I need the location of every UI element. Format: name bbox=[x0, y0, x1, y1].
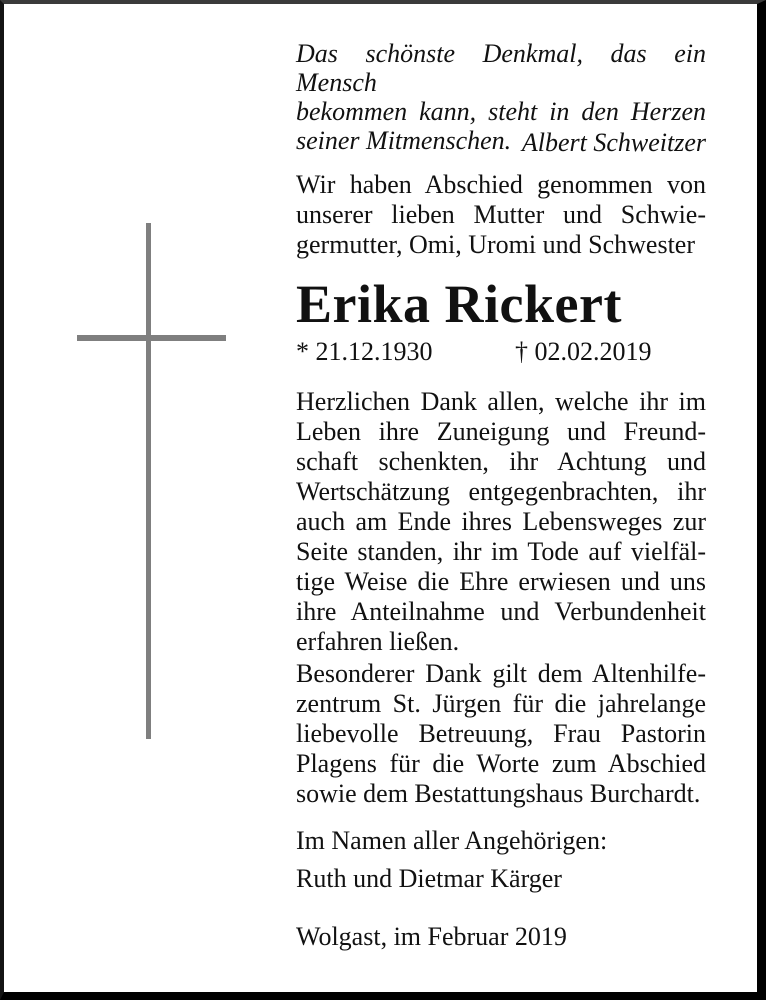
birth-date: * 21.12.1930 bbox=[296, 337, 433, 366]
farewell-intro bbox=[296, 170, 706, 260]
intro-line: Wir haben Abschied genommen von bbox=[296, 170, 706, 199]
text-column bbox=[296, 4, 706, 992]
special-thanks-line: Besonderer Dank gilt dem Altenhilfe- bbox=[296, 659, 706, 688]
thanks-line: Wertschätzung entgegenbrachten, ihr bbox=[296, 477, 706, 506]
family-names: Ruth und Dietmar Kärger bbox=[296, 864, 562, 893]
death-date: † 02.02.2019 bbox=[515, 337, 652, 366]
quote-attribution: Albert Schweitzer bbox=[521, 128, 706, 157]
quote-line: seiner Mitmenschen. bbox=[296, 126, 512, 155]
quote-line: Das schönste Denkmal, das ein Mensch bbox=[296, 39, 706, 97]
intro-line: germutter, Omi, Uromi und Schwester bbox=[296, 230, 695, 259]
deceased-name: Erika Rickert bbox=[296, 274, 622, 334]
cross-horizontal-bar bbox=[77, 335, 226, 341]
thanks-line: ihre Anteilnahme und Verbundenheit bbox=[296, 597, 706, 626]
thanks-line: Seite standen, ihr im Tode auf vielfäl- bbox=[296, 537, 706, 566]
quote-line: bekommen kann, steht in den Herzen bbox=[296, 97, 706, 126]
special-thanks-line: sowie dem Bestattungshaus Burchardt. bbox=[296, 779, 701, 808]
thanks-line: tige Weise die Ehre erwiesen und uns bbox=[296, 567, 706, 596]
life-dates bbox=[296, 337, 706, 367]
thanks-line: erfahren ließen. bbox=[296, 627, 460, 656]
place-and-date: Wolgast, im Februar 2019 bbox=[296, 922, 567, 951]
closing-line: Im Namen aller Angehörigen: bbox=[296, 826, 608, 855]
thanks-paragraph bbox=[296, 387, 706, 657]
special-thanks-line: zentrum St. Jürgen für die jahrelange bbox=[296, 689, 706, 718]
intro-line: unserer lieben Mutter und Schwie- bbox=[296, 200, 706, 229]
special-thanks-line: Plagens für die Worte zum Abschied bbox=[296, 749, 706, 778]
thanks-line: schaft schenkten, ihr Achtung und bbox=[296, 447, 706, 476]
thanks-line: Leben ihre Zuneigung und Freund- bbox=[296, 417, 706, 446]
thanks-line: auch am Ende ihres Lebensweges zur bbox=[296, 507, 706, 536]
special-thanks-line: liebevolle Betreuung, Frau Pastorin bbox=[296, 719, 706, 748]
cross-vertical-bar bbox=[146, 223, 151, 739]
special-thanks-paragraph bbox=[296, 659, 706, 809]
thanks-line: Herzlichen Dank allen, welche ihr im bbox=[296, 387, 706, 416]
